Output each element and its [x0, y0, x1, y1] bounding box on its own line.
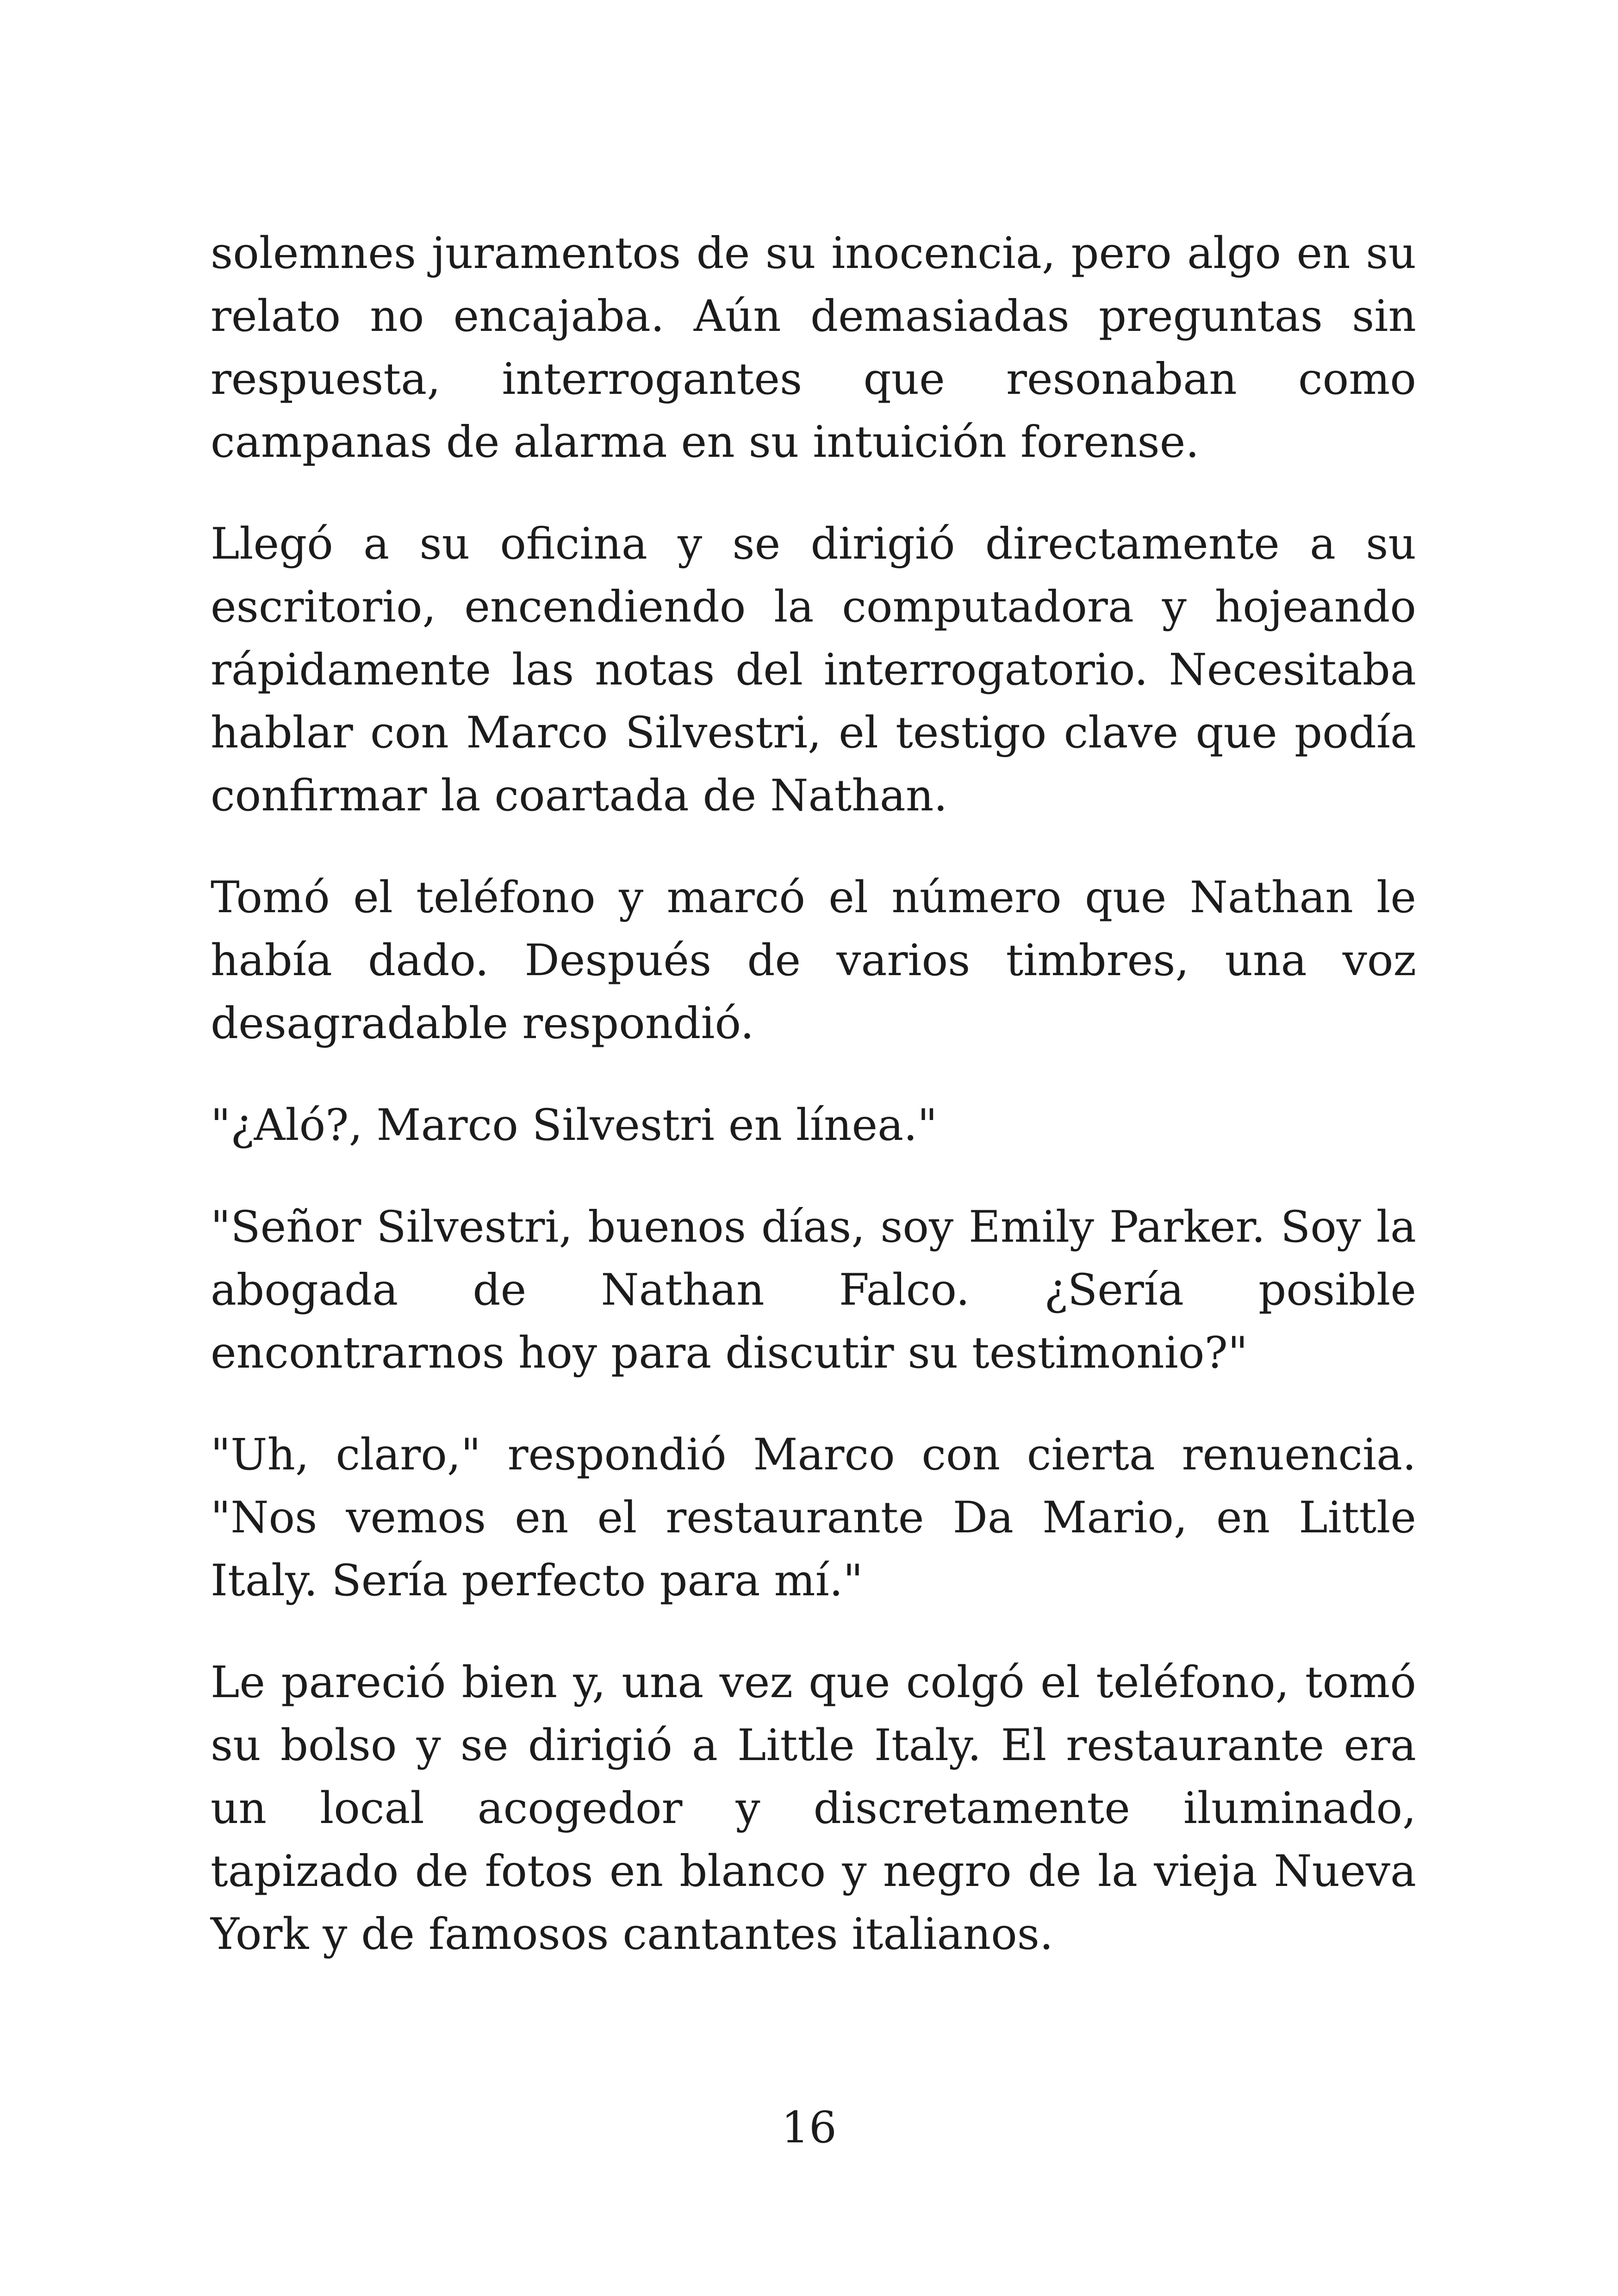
paragraph-3: Tomó el teléfono y marcó el número que Nathan le había dado. Después de varios timbres, una voz desagradable respondió. — [211, 872, 1416, 1049]
paragraph-6: "Uh, claro," respondió Marco con cierta renuencia. "Nos vemos en el restaurante Da Mario, en Little Italy. Sería perfecto para mí." — [211, 1430, 1416, 1606]
body-text — [211, 222, 1416, 2005]
paragraph-5: "Señor Silvestri, buenos días, soy Emily Parker. Soy la abogada de Nathan Falco. ¿Sería posible encontrarnos hoy para discutir su testimonio?" — [211, 1202, 1416, 1378]
paragraph-4: "¿Aló?, Marco Silvestri en línea." — [211, 1100, 938, 1151]
paragraph-2: Llegó a su oficina y se dirigió directamente a su escritorio, encendiendo la computadora y hojeando rápidamente las notas del interrogatorio. Necesitaba hablar con Marco Silvestri, el testigo clave que podía confirmar la coartada de Nathan. — [211, 519, 1416, 821]
paragraph-1: solemnes juramentos de su inocencia, pero algo en su relato no encajaba. Aún demasiadas preguntas sin respuesta, interrogantes que resonaban como campanas de alarma en su intuición forense. — [211, 228, 1416, 467]
paragraph-7: Le pareció bien y, una vez que colgó el teléfono, tomó su bolso y se dirigió a Little Italy. El restaurante era un local acogedor y discretamente iluminado, tapizado de fotos en blanco y negro de la vieja Nueva York y de famosos cantantes italianos. — [211, 1657, 1416, 1960]
page-number: 16 — [781, 2103, 837, 2153]
